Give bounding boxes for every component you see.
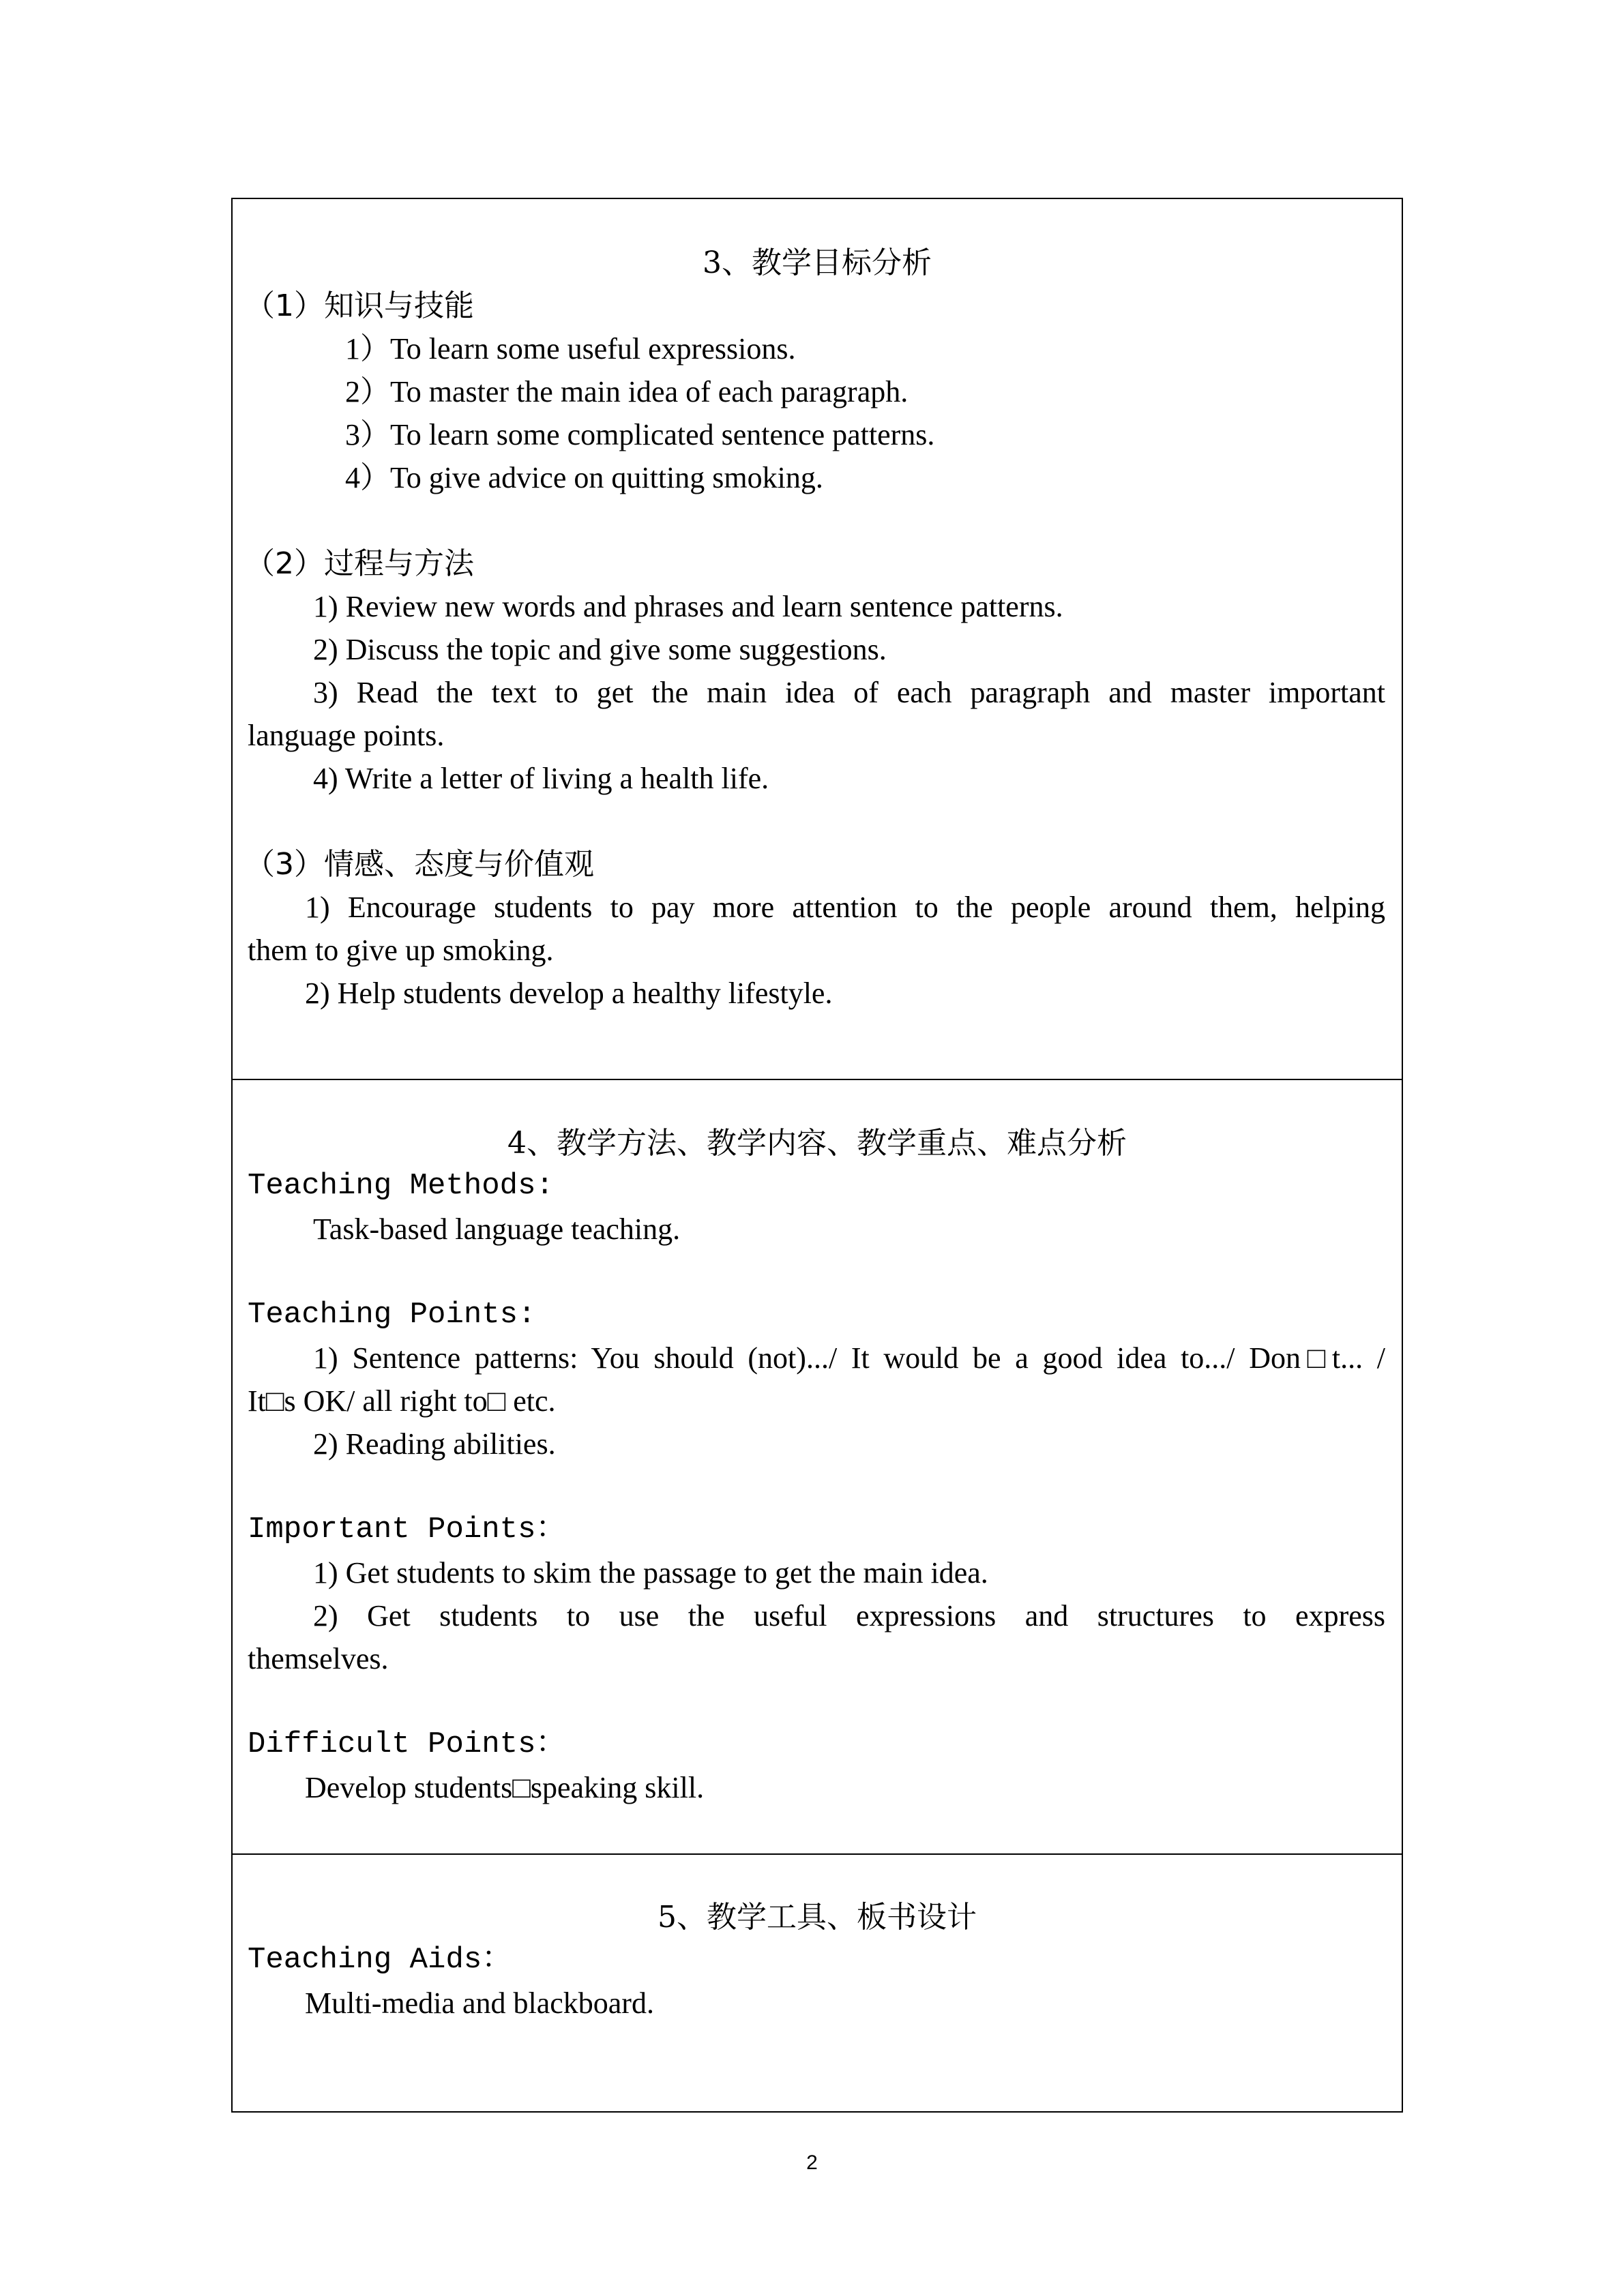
list-item-continuation: themselves.: [248, 1642, 389, 1675]
list-item: 4）To give advice on quitting smoking.: [345, 461, 823, 494]
list-item: 2) Get students to use the useful expressions and structures to express: [313, 1599, 1385, 1632]
section-3-heading: 3、教学目标分析: [703, 245, 932, 280]
page-number: 2: [806, 2151, 818, 2174]
difficult-points-text: Develop students□speaking skill.: [305, 1771, 705, 1804]
list-item: 2) Discuss the topic and give some suggestions.: [313, 633, 887, 666]
teaching-methods-title: Teaching Methods:: [248, 1169, 554, 1203]
subsection-1-title: （1）知识与技能: [245, 288, 474, 323]
subsection-3-title: （3）情感、态度与价值观: [245, 847, 594, 882]
list-item: 2）To master the main idea of each paragraph.: [345, 375, 909, 408]
list-item: 2) Reading abilities.: [313, 1427, 556, 1461]
teaching-methods-text: Task-based language teaching.: [313, 1212, 681, 1246]
teaching-aids-text: Multi-media and blackboard.: [305, 1986, 654, 2020]
section-5-cell: [233, 1855, 1402, 2113]
teaching-points-title: Teaching Points:: [248, 1298, 536, 1332]
list-item: 4) Write a letter of living a health life.: [313, 762, 769, 795]
section-5-heading: 5、教学工具、板书设计: [658, 1900, 977, 1935]
list-item: 3）To learn some complicated sentence patterns.: [345, 418, 935, 451]
important-points-title: Important Points：: [248, 1512, 566, 1547]
list-item: 1) Encourage students to pay more attention to the people around them, helping: [305, 891, 1385, 924]
difficult-points-title: Difficult Points：: [248, 1727, 566, 1761]
teaching-aids-title: Teaching Aids：: [248, 1943, 512, 1977]
subsection-2-title: （2）过程与方法: [245, 546, 474, 581]
list-item: 1) Review new words and phrases and learn sentence patterns.: [313, 590, 1063, 623]
list-item: 2) Help students develop a healthy lifestyle.: [305, 976, 833, 1010]
list-item: 3) Read the text to get the main idea of each paragraph and master important: [313, 676, 1385, 709]
list-item: 1) Get students to skim the passage to get the main idea.: [313, 1556, 988, 1590]
section-4-cell: [233, 1080, 1402, 1855]
section-3-cell: [233, 199, 1402, 1080]
list-item: 1) Sentence patterns: You should (not).../ It would be a good idea to.../ Don□t... /: [313, 1341, 1385, 1375]
list-item-continuation: them to give up smoking.: [248, 934, 554, 967]
list-item-continuation: language points.: [248, 719, 445, 752]
list-item: 1）To learn some useful expressions.: [345, 332, 796, 366]
section-4-heading: 4、教学方法、教学内容、教学重点、难点分析: [507, 1126, 1127, 1161]
list-item-continuation: It□s OK/ all right to□ etc.: [248, 1384, 556, 1418]
lesson-plan-table: [231, 198, 1403, 2113]
